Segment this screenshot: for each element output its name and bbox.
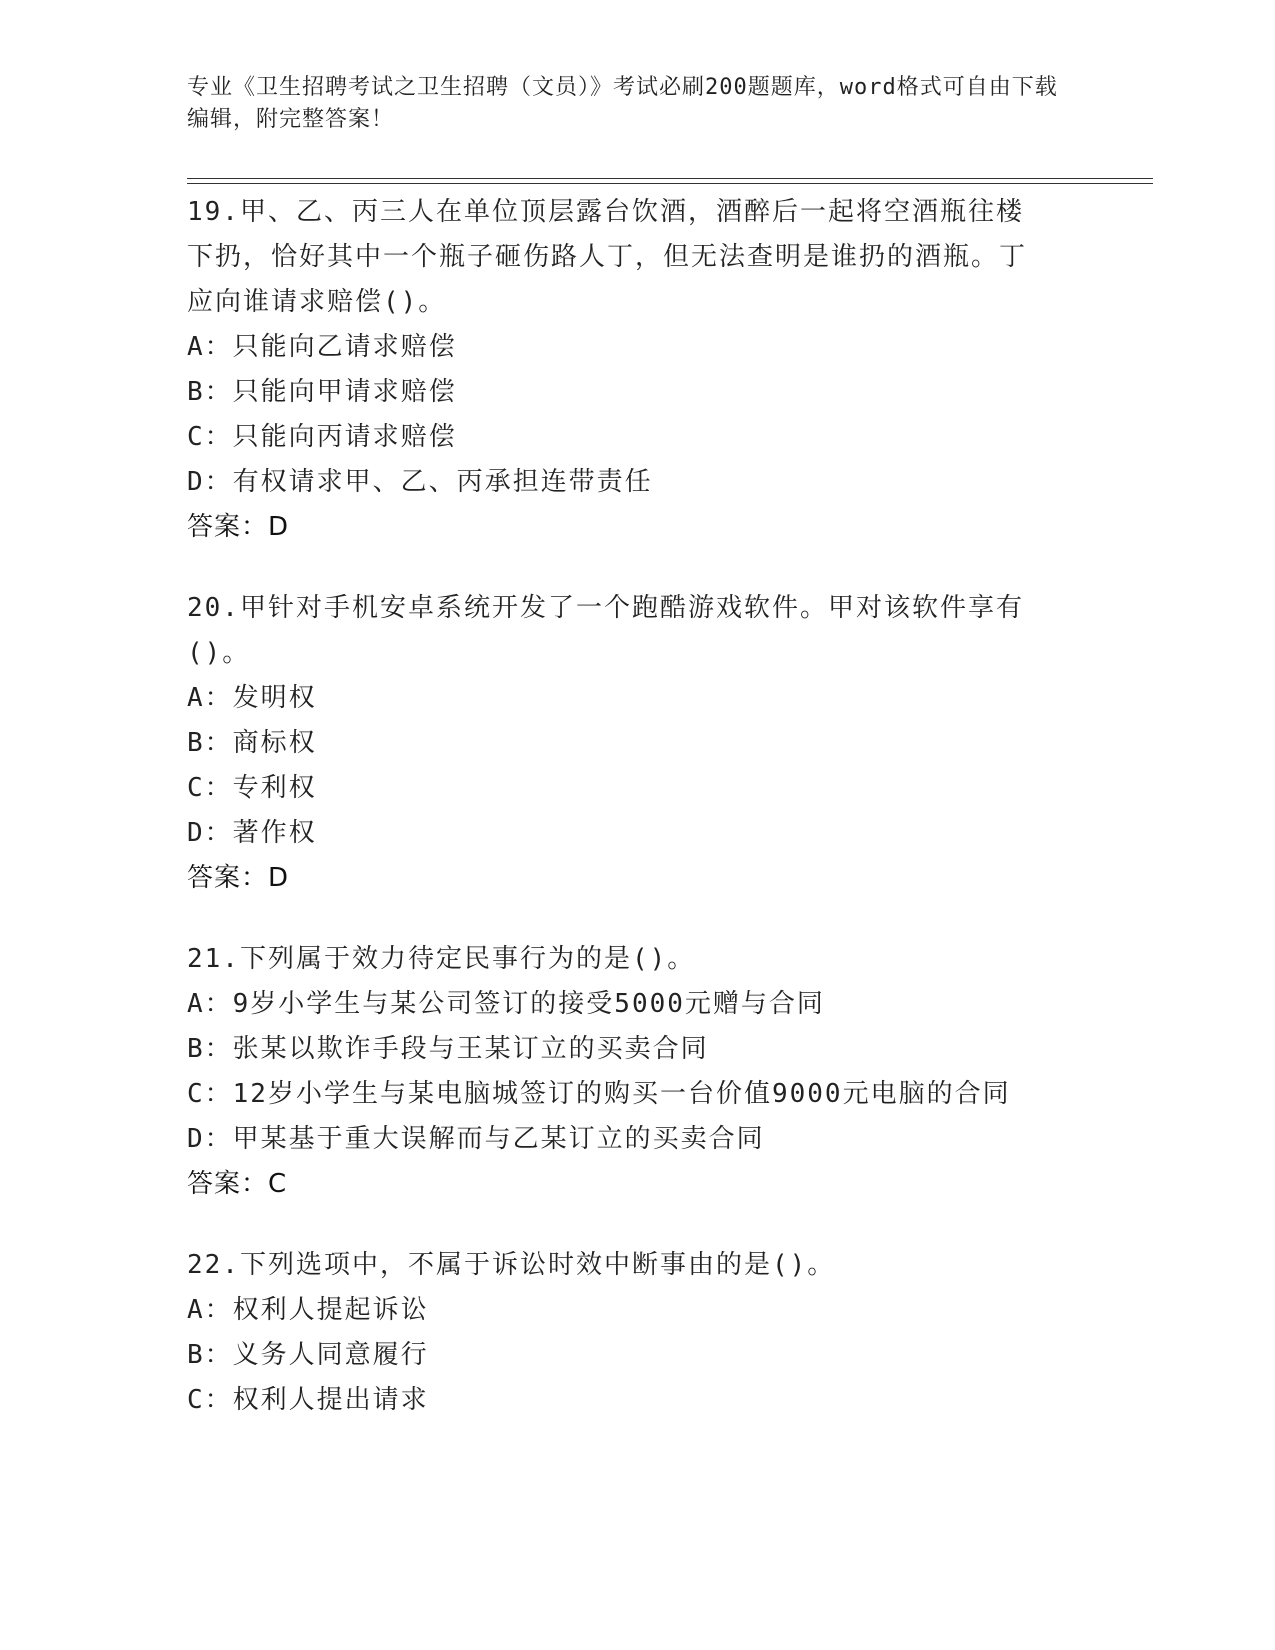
option-d: D：甲某基于重大误解而与乙某订立的买卖合同 bbox=[187, 1124, 765, 1154]
question-list bbox=[187, 190, 1087, 1459]
question-20 bbox=[187, 586, 1087, 901]
answer: 答案：D bbox=[187, 512, 290, 542]
option-a: A：9岁小学生与某公司签订的接受5000元赠与合同 bbox=[187, 989, 825, 1019]
option-b: B：义务人同意履行 bbox=[187, 1340, 429, 1370]
option-b: B：只能向甲请求赔偿 bbox=[187, 377, 457, 407]
header-double-rule bbox=[187, 178, 1153, 184]
answer: 答案：D bbox=[187, 863, 290, 893]
option-c: C：12岁小学生与某电脑城签订的购买一台价值9000元电脑的合同 bbox=[187, 1079, 1011, 1109]
option-b: B：张某以欺诈手段与王某订立的买卖合同 bbox=[187, 1034, 709, 1064]
question-19 bbox=[187, 190, 1087, 550]
question-22 bbox=[187, 1243, 1087, 1423]
option-c: C：专利权 bbox=[187, 773, 317, 803]
option-a: A：只能向乙请求赔偿 bbox=[187, 332, 457, 362]
document-header: 专业《卫生招聘考试之卫生招聘（文员）》考试必刷200题题库，word格式可自由下载编辑，附完整答案！ bbox=[187, 75, 1058, 132]
option-c: C：权利人提出请求 bbox=[187, 1385, 429, 1415]
answer: 答案：C bbox=[187, 1169, 288, 1199]
question-stem: 19.甲、乙、丙三人在单位顶层露台饮酒，酒醉后一起将空酒瓶往楼下扔，恰好其中一个瓶子砸伤路人丁，但无法查明是谁扔的酒瓶。丁应向谁请求赔偿()。 bbox=[187, 197, 1028, 317]
option-d: D：著作权 bbox=[187, 818, 317, 848]
option-a: A：权利人提起诉讼 bbox=[187, 1295, 429, 1325]
question-stem: 22.下列选项中，不属于诉讼时效中断事由的是()。 bbox=[187, 1250, 836, 1280]
question-21 bbox=[187, 937, 1087, 1207]
option-a: A：发明权 bbox=[187, 683, 317, 713]
option-c: C：只能向丙请求赔偿 bbox=[187, 422, 457, 452]
question-stem: 21.下列属于效力待定民事行为的是()。 bbox=[187, 944, 696, 974]
option-d: D：有权请求甲、乙、丙承担连带责任 bbox=[187, 467, 653, 497]
question-stem: 20.甲针对手机安卓系统开发了一个跑酷游戏软件。甲对该软件享有()。 bbox=[187, 593, 1024, 668]
option-b: B：商标权 bbox=[187, 728, 317, 758]
